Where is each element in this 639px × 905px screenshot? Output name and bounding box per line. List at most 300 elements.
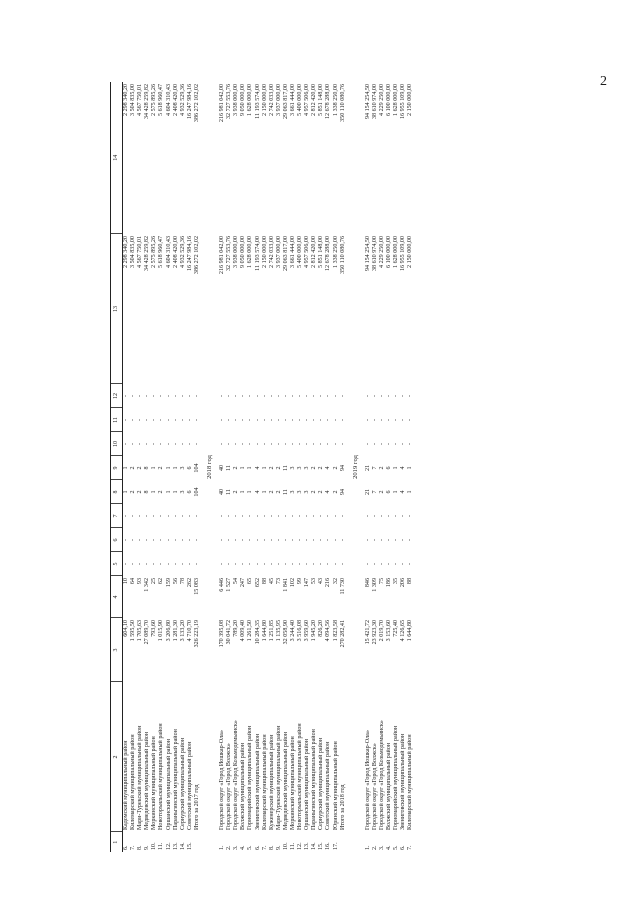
table-cell: 1 628 000,00 xyxy=(393,84,400,116)
table-cell: - xyxy=(318,562,325,566)
table-cell: - xyxy=(386,442,392,446)
table-cell: - xyxy=(318,394,325,398)
table-cell: 1 823,58 xyxy=(332,620,339,642)
table-cell: - xyxy=(219,442,226,446)
table-cell: 10. xyxy=(151,842,158,850)
table-row xyxy=(187,82,194,852)
table-cell: - xyxy=(226,514,233,518)
table-cell: 1 xyxy=(247,490,254,494)
table-cell: 6. xyxy=(254,845,261,850)
table-cell: 2 150 000,00 xyxy=(407,236,414,268)
table-cell: 93 xyxy=(137,578,144,585)
table-row xyxy=(233,82,240,852)
table-cell: Итого за 2017 год xyxy=(193,784,200,830)
table-cell: Сернурский муниципальный район xyxy=(318,737,325,830)
table-row xyxy=(325,82,332,852)
table-cell xyxy=(340,832,347,852)
table-cell: - xyxy=(400,538,407,542)
table-cell: - xyxy=(247,394,254,398)
table-cell: 4 932 529,36 xyxy=(179,84,186,116)
table-cell: 2 xyxy=(311,466,318,470)
table-cell: - xyxy=(219,538,226,542)
table-cell: 1 xyxy=(172,490,179,494)
table-cell: 2 575 895,26 xyxy=(151,84,158,116)
table-cell: - xyxy=(165,442,172,446)
table-cell: - xyxy=(254,442,261,446)
table-cell: 3 xyxy=(297,466,304,470)
table-cell: 12. xyxy=(165,842,172,850)
data-table xyxy=(110,82,414,852)
column-header: 14 xyxy=(111,82,123,234)
table-cell: - xyxy=(240,538,247,542)
table-cell: - xyxy=(332,562,339,566)
table-cell: - xyxy=(193,418,200,422)
table-row xyxy=(255,82,262,852)
table-cell: - xyxy=(172,394,179,398)
table-row xyxy=(297,82,304,852)
table-cell: - xyxy=(332,418,339,422)
table-cell: 2 xyxy=(311,490,318,494)
table-cell: - xyxy=(261,418,268,422)
table-cell: - xyxy=(297,538,304,542)
table-cell: - xyxy=(193,514,200,518)
table-cell: 1 xyxy=(172,466,179,470)
table-cell: - xyxy=(289,514,296,518)
table-cell: - xyxy=(364,538,371,542)
table-cell: 11 193 574,00 xyxy=(254,84,261,119)
table-cell: Городской округ «Город Йошкар-Ола» xyxy=(364,730,371,830)
table-cell: - xyxy=(254,394,261,398)
table-cell: 5. xyxy=(247,845,254,850)
table-cell: 3 504 835,00 xyxy=(130,236,137,268)
table-row xyxy=(318,82,325,852)
table-cell: 2 xyxy=(137,466,144,470)
table-cell: - xyxy=(247,562,254,566)
table-cell: - xyxy=(261,538,268,542)
table-cell: 1 251,85 xyxy=(268,620,275,642)
table-cell: Медведевский муниципальный район xyxy=(144,731,151,830)
table-cell: - xyxy=(282,538,289,542)
table-cell: 1 342 xyxy=(144,578,151,592)
table-cell: 45 xyxy=(268,578,275,585)
table-cell: 1 xyxy=(407,466,414,470)
table-cell: - xyxy=(193,562,200,566)
table-cell: - xyxy=(261,514,268,518)
table-cell: - xyxy=(325,394,332,398)
table-cell: Медведевский муниципальный район xyxy=(282,731,289,830)
table-cell: 11 xyxy=(226,489,233,495)
table-cell: 1 xyxy=(151,466,158,470)
table-cell: 73 xyxy=(275,578,282,585)
table-cell: 1 841 xyxy=(282,578,289,592)
table-cell: 25 xyxy=(151,578,158,585)
table-cell: 40 xyxy=(219,488,226,496)
table-cell: 170 395,08 xyxy=(219,620,226,648)
table-cell: 1 xyxy=(240,466,247,470)
table-cell: - xyxy=(400,418,407,422)
table-cell: - xyxy=(219,562,226,566)
table-cell: 21 xyxy=(364,488,371,496)
table-cell: - xyxy=(364,418,371,422)
table-cell: - xyxy=(407,394,414,398)
table-cell: 2 xyxy=(318,490,325,494)
table-cell: 5 851 148,00 xyxy=(318,84,325,116)
year-heading-row xyxy=(201,82,219,852)
table-cell: - xyxy=(400,394,407,398)
table-cell: - xyxy=(393,394,400,398)
table-cell: 2 575 895,26 xyxy=(151,236,158,268)
table-cell: - xyxy=(378,394,385,398)
column-header: 1 xyxy=(111,832,123,852)
table-cell: - xyxy=(240,394,247,398)
table-cell: - xyxy=(289,418,296,422)
table-cell: Волжский муниципальный район xyxy=(240,742,247,830)
table-cell: 15 421,72 xyxy=(364,620,371,645)
table-cell: - xyxy=(407,562,414,566)
table-cell: 15. xyxy=(318,842,325,850)
table-row xyxy=(283,82,290,852)
table-cell: Килемарский муниципальный район xyxy=(407,734,414,830)
table-cell: - xyxy=(179,514,186,518)
table-cell: 3 xyxy=(297,490,304,494)
table-cell: 56 xyxy=(172,578,179,585)
table-cell: - xyxy=(247,442,254,446)
table-row xyxy=(311,82,318,852)
table-cell: - xyxy=(339,394,346,398)
table-cell: 64 xyxy=(130,578,137,585)
table-cell: 40 xyxy=(219,464,226,472)
table-cell: 1 xyxy=(393,466,400,470)
table-cell: 62 xyxy=(158,578,165,585)
table-cell: 104 xyxy=(193,463,200,473)
table-cell: - xyxy=(325,442,332,446)
table-cell: - xyxy=(172,442,179,446)
table-cell: 32 058,90 xyxy=(282,620,289,645)
table-cell: - xyxy=(233,394,240,398)
table-row xyxy=(180,82,187,852)
table-cell: 725,40 xyxy=(393,620,400,637)
table-cell: 2 xyxy=(233,466,240,470)
table-cell: 10 xyxy=(123,578,129,585)
table-cell xyxy=(194,832,201,852)
table-cell: - xyxy=(144,538,151,542)
table-cell: 1 945,20 xyxy=(311,620,318,642)
table-cell: 2 xyxy=(268,466,275,470)
table-cell: - xyxy=(165,562,172,566)
table-cell: 2 019,70 xyxy=(378,620,385,642)
table-cell: 3 937 000,00 xyxy=(275,84,282,116)
table-cell: - xyxy=(304,418,311,422)
table-cell: - xyxy=(386,514,392,518)
table-cell: 2 742 033,00 xyxy=(268,84,275,116)
table-cell: - xyxy=(289,394,296,398)
table-cell: 2 xyxy=(158,466,165,470)
table-cell: 6 100 000,00 xyxy=(386,236,392,268)
table-cell: 54 xyxy=(233,578,240,585)
table-cell: Килемарский муниципальный район xyxy=(261,734,268,830)
table-cell: 6. xyxy=(123,845,129,850)
table-cell: - xyxy=(137,562,144,566)
table-cell: - xyxy=(371,442,378,446)
table-cell: 4. xyxy=(386,845,392,850)
table-cell: 1 xyxy=(123,466,129,470)
table-cell: - xyxy=(275,562,282,566)
table-cell: - xyxy=(130,418,137,422)
table-cell: 206 xyxy=(400,578,407,588)
table-cell: 350 110 080,76 xyxy=(339,84,346,122)
table-cell: 4 957 506,00 xyxy=(304,84,311,116)
table-cell: 652 xyxy=(254,578,261,588)
table-cell: - xyxy=(275,538,282,542)
table-cell: 3 xyxy=(304,466,311,470)
table-cell: - xyxy=(172,538,179,542)
table-cell: Оршанский муниципальный район xyxy=(304,738,311,830)
table-cell: 3 661 444,00 xyxy=(289,84,296,116)
table-cell: 4 229 250,00 xyxy=(378,84,385,116)
table-cell: - xyxy=(137,514,144,518)
table-cell: 12 678 288,00 xyxy=(325,236,332,272)
table-cell: 13. xyxy=(172,842,179,850)
table-cell: - xyxy=(130,538,137,542)
table-cell: - xyxy=(393,562,400,566)
table-cell: - xyxy=(172,418,179,422)
rotated-table-page xyxy=(110,82,530,852)
table-cell: 4 710,70 xyxy=(186,620,193,642)
table-cell: - xyxy=(371,514,378,518)
table-cell: 53 xyxy=(311,578,318,585)
table-cell: - xyxy=(226,538,233,542)
table-cell: 2. xyxy=(371,845,378,850)
table-cell: - xyxy=(282,394,289,398)
table-cell: 3 938 000,00 xyxy=(233,84,240,116)
table-cell: 11. xyxy=(289,842,296,850)
column-header: 4 xyxy=(111,576,123,618)
table-cell: 6. xyxy=(400,845,407,850)
table-cell: 9 050 000,00 xyxy=(240,236,247,268)
table-cell: 2 xyxy=(158,490,165,494)
table-cell: - xyxy=(193,394,200,398)
table-cell: - xyxy=(325,538,332,542)
table-cell: - xyxy=(297,562,304,566)
table-cell: 350 110 080,76 xyxy=(339,236,346,274)
table-cell: 94 154 254,50 xyxy=(364,84,371,120)
table-cell: 1 xyxy=(261,466,268,470)
table-cell: - xyxy=(268,562,275,566)
table-cell: - xyxy=(165,418,172,422)
table-cell: Городской округ «Город Волжск» xyxy=(371,743,378,830)
table-cell: Городской округ «Город Волжск» xyxy=(226,743,233,830)
table-cell: - xyxy=(137,538,144,542)
table-cell: 38 610 974,00 xyxy=(371,236,378,272)
table-cell: 16 955 109,00 xyxy=(400,84,407,120)
table-cell: 11 xyxy=(282,489,289,495)
table-cell: 102 xyxy=(289,578,296,588)
table-cell: 7. xyxy=(407,845,414,850)
table-cell: Куженерский муниципальный район xyxy=(268,734,275,830)
table-cell: 216 981 042,00 xyxy=(219,236,226,275)
table-cell: 75 xyxy=(378,578,385,585)
table-cell: Новоторъяльский муниципальный район xyxy=(158,723,165,830)
table-cell: - xyxy=(304,514,311,518)
table-cell: 94 xyxy=(339,488,346,496)
table-cell: - xyxy=(289,538,296,542)
table-cell: - xyxy=(371,394,378,398)
table-cell: - xyxy=(393,514,400,518)
table-cell: - xyxy=(219,514,226,518)
table-cell: Моркинский муниципальный район xyxy=(289,736,296,830)
table-cell: - xyxy=(233,538,240,542)
table-cell: 8. xyxy=(268,845,275,850)
table-row xyxy=(240,82,247,852)
table-cell: - xyxy=(233,514,240,518)
table-cell: 4 094,56 xyxy=(325,620,332,642)
table-cell: 247 xyxy=(240,578,247,588)
table-cell: 6 446 xyxy=(219,578,226,592)
table-cell: 216 981 042,00 xyxy=(219,84,226,123)
table-cell: 1 628 000,00 xyxy=(393,236,400,268)
table-cell: 2 xyxy=(378,466,385,470)
table-cell: 15. xyxy=(186,842,193,850)
table-cell: - xyxy=(371,538,378,542)
table-cell: 94 154 254,50 xyxy=(364,236,371,272)
table-cell: - xyxy=(386,538,392,542)
table-cell: - xyxy=(151,562,158,566)
table-row xyxy=(219,82,226,852)
table-cell: 99 xyxy=(297,578,304,585)
table-cell: Волжский муниципальный район xyxy=(386,742,392,830)
table-cell: 3 244,40 xyxy=(289,620,296,642)
table-cell: 2 xyxy=(332,490,339,494)
table-cell: 10. xyxy=(282,842,289,850)
table-cell: - xyxy=(297,394,304,398)
table-cell: - xyxy=(165,394,172,398)
table-cell: - xyxy=(130,394,137,398)
table-cell: - xyxy=(165,538,172,542)
table-cell: - xyxy=(254,418,261,422)
table-cell: 9. xyxy=(144,845,151,850)
table-cell: Горномарийский муниципальный район xyxy=(393,725,400,830)
table-cell: 11. xyxy=(158,842,165,850)
table-cell: 4 126,65 xyxy=(400,620,407,642)
table-row xyxy=(290,82,297,852)
table-cell: 4 009,40 xyxy=(240,620,247,642)
table-cell: 32 727 553,76 xyxy=(226,84,233,120)
table-cell: 3 xyxy=(304,490,311,494)
table-cell: 262 xyxy=(186,578,193,588)
table-cell: 30 041,72 xyxy=(226,620,233,645)
table-cell: 15 083 xyxy=(193,578,200,595)
table-cell: - xyxy=(275,514,282,518)
table-cell: 4. xyxy=(240,845,247,850)
table-row xyxy=(226,82,233,852)
table-cell: - xyxy=(240,418,247,422)
table-cell: 8. xyxy=(137,845,144,850)
table-cell: 78 xyxy=(179,578,186,585)
table-cell: 1. xyxy=(219,845,226,850)
table-cell: - xyxy=(137,442,144,446)
table-cell: 14. xyxy=(311,842,318,850)
table-cell: 3 153,60 xyxy=(386,620,392,642)
table-cell: Горномарийский муниципальный район xyxy=(247,725,254,830)
table-row xyxy=(247,82,254,852)
table-cell: - xyxy=(261,442,268,446)
table-cell: 793,60 xyxy=(151,620,158,637)
table-cell: - xyxy=(144,442,151,446)
table-cell: 1 338 250,00 xyxy=(332,236,339,268)
table-cell: 3 xyxy=(289,466,296,470)
column-header: 7 xyxy=(111,504,123,528)
table-cell: 2 xyxy=(130,466,137,470)
table-row xyxy=(130,82,137,852)
table-cell: 3 937 000,00 xyxy=(275,236,282,268)
table-cell: - xyxy=(393,418,400,422)
table-cell: 2 408 420,00 xyxy=(172,236,179,268)
table-cell: - xyxy=(247,514,254,518)
column-header: 2 xyxy=(111,682,123,832)
table-cell: Мари-Турекский муниципальный район xyxy=(137,725,144,830)
table-cell: - xyxy=(247,418,254,422)
table-cell: 27 089,70 xyxy=(144,620,151,645)
table-cell: 2 xyxy=(137,490,144,494)
table-cell: Параньгинский муниципальный район xyxy=(311,729,318,830)
table-cell: - xyxy=(193,538,200,542)
table-row xyxy=(400,82,407,852)
table-cell: 12 678 288,00 xyxy=(325,84,332,120)
table-cell: 826,20 xyxy=(318,620,325,637)
table-cell: 4 604 310,43 xyxy=(165,84,172,116)
table-cell: 17. xyxy=(332,842,339,850)
table-cell: - xyxy=(282,442,289,446)
column-header: 6 xyxy=(111,528,123,552)
table-row xyxy=(365,82,372,852)
table-cell: 21 xyxy=(364,464,371,472)
table-cell: - xyxy=(186,538,193,542)
table-cell: 1 xyxy=(393,490,400,494)
column-header: 11 xyxy=(111,408,123,432)
table-cell: 2 298 340,20 xyxy=(123,236,129,268)
table-cell: 1 xyxy=(240,490,247,494)
table-cell: 789,20 xyxy=(233,620,240,637)
table-cell: - xyxy=(364,514,371,518)
table-cell: - xyxy=(151,442,158,446)
table-cell: 38 610 974,00 xyxy=(371,84,378,120)
table-cell: 326 223,19 xyxy=(193,620,200,648)
table-cell: - xyxy=(261,394,268,398)
table-cell: - xyxy=(386,562,392,566)
column-header: 8 xyxy=(111,480,123,504)
table-cell: 4 xyxy=(400,466,407,470)
table-cell: 6 xyxy=(186,490,193,494)
table-cell: - xyxy=(151,538,158,542)
table-cell: 6 xyxy=(386,490,392,494)
table-cell: 3 661 444,00 xyxy=(289,236,296,268)
table-cell: 2 812 420,00 xyxy=(311,236,318,268)
table-cell: 5 400 000,00 xyxy=(297,236,304,268)
table-cell: - xyxy=(158,442,165,446)
table-cell: - xyxy=(364,562,371,566)
table-cell: 3 504 835,00 xyxy=(130,84,137,116)
table-cell: - xyxy=(364,394,371,398)
table-cell: 4 xyxy=(325,490,332,494)
table-cell: - xyxy=(179,442,186,446)
table-cell: 2 150 000,00 xyxy=(261,236,268,268)
table-cell: - xyxy=(219,418,226,422)
table-cell: - xyxy=(378,562,385,566)
table-cell: - xyxy=(311,442,318,446)
table-cell: 4 567 750,01 xyxy=(137,236,144,268)
table-cell: - xyxy=(158,418,165,422)
table-cell: 9. xyxy=(275,845,282,850)
